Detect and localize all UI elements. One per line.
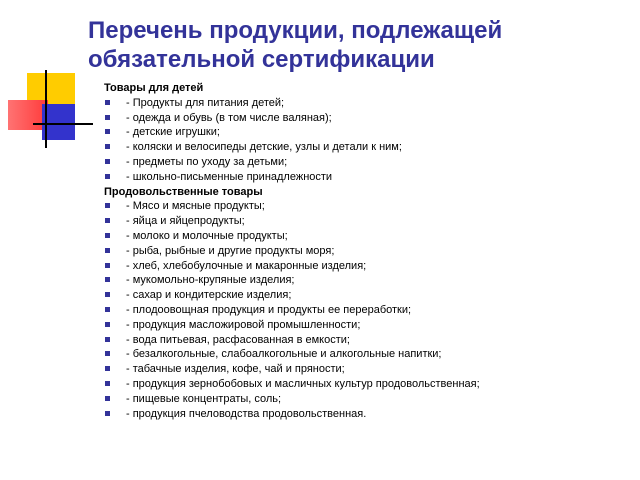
slide-content bbox=[104, 81, 624, 421]
square-bullet-icon bbox=[105, 233, 110, 238]
list-item bbox=[104, 273, 624, 288]
section-heading: Товары для детей bbox=[104, 82, 204, 94]
list-item-text: - предметы по уходу за детьми; bbox=[126, 155, 288, 168]
square-bullet-icon bbox=[105, 307, 110, 312]
list-item-text: - коляски и велосипеды детские, узлы и детали к ним; bbox=[126, 141, 402, 154]
list-item bbox=[104, 155, 624, 170]
list-item bbox=[104, 96, 624, 111]
square-bullet-icon bbox=[105, 248, 110, 253]
list-item-text: - продукция пчеловодства продовольственная. bbox=[126, 407, 367, 420]
square-bullet-icon bbox=[105, 263, 110, 268]
list-item-text: - молоко и молочные продукты; bbox=[126, 229, 288, 242]
list-item bbox=[104, 111, 624, 126]
list-item bbox=[104, 199, 624, 214]
slide-title bbox=[88, 16, 628, 74]
list-item bbox=[104, 407, 624, 422]
slide-title-line1: Перечень продукции, подлежащей bbox=[88, 17, 503, 44]
section-list bbox=[104, 96, 624, 185]
section-heading: Продовольственные товары bbox=[104, 185, 263, 198]
square-bullet-icon bbox=[105, 203, 110, 208]
square-bullet-icon bbox=[105, 322, 110, 327]
section-list bbox=[104, 199, 624, 421]
list-item bbox=[104, 170, 624, 185]
list-item bbox=[104, 392, 624, 407]
list-item-text: - мукомольно-крупяные изделия; bbox=[126, 274, 295, 287]
list-item-text: - продукция зернобобовых и масличных культур продовольственная; bbox=[126, 377, 480, 390]
square-bullet-icon bbox=[105, 366, 110, 371]
square-bullet-icon bbox=[105, 381, 110, 386]
list-item bbox=[104, 303, 624, 318]
list-item bbox=[104, 214, 624, 229]
list-item-text: - Мясо и мясные продукты; bbox=[126, 200, 265, 213]
list-item-text: - пищевые концентраты, соль; bbox=[126, 392, 282, 405]
list-item bbox=[104, 125, 624, 140]
square-bullet-icon bbox=[105, 218, 110, 223]
list-item bbox=[104, 377, 624, 392]
square-bullet-icon bbox=[105, 351, 110, 356]
list-item-text: - табачные изделия, кофе, чай и пряности; bbox=[126, 363, 345, 376]
square-bullet-icon bbox=[105, 337, 110, 342]
list-item-text: - одежда и обувь (в том числе валяная); bbox=[126, 111, 332, 124]
list-item-text: - продукция масложировой промышленности; bbox=[126, 318, 361, 331]
square-bullet-icon bbox=[105, 144, 110, 149]
square-bullet-icon bbox=[105, 159, 110, 164]
list-item bbox=[104, 229, 624, 244]
list-item-text: - яйца и яйцепродукты; bbox=[126, 215, 245, 228]
list-item bbox=[104, 244, 624, 259]
list-item bbox=[104, 288, 624, 303]
list-item-text: - детские игрушки; bbox=[126, 126, 220, 139]
decor-horizontal-line bbox=[33, 123, 93, 125]
list-item bbox=[104, 318, 624, 333]
list-item bbox=[104, 333, 624, 348]
list-item bbox=[104, 347, 624, 362]
square-bullet-icon bbox=[105, 292, 110, 297]
list-item-text: - безалкогольные, слабоалкогольные и алкогольные напитки; bbox=[126, 348, 442, 361]
list-item-text: - Продукты для питания детей; bbox=[126, 96, 285, 109]
square-bullet-icon bbox=[105, 411, 110, 416]
square-bullet-icon bbox=[105, 115, 110, 120]
decor-vertical-line bbox=[45, 70, 47, 148]
list-item-text: - плодоовощная продукция и продукты ее переработки; bbox=[126, 303, 412, 316]
list-item bbox=[104, 259, 624, 274]
square-bullet-icon bbox=[105, 100, 110, 105]
square-bullet-icon bbox=[105, 129, 110, 134]
list-item-text: - школьно-письменные принадлежности bbox=[126, 170, 333, 183]
slide-title-line2: обязательной сертификации bbox=[88, 46, 435, 73]
list-item-text: - вода питьевая, расфасованная в емкости; bbox=[126, 333, 350, 346]
list-item-text: - хлеб, хлебобулочные и макаронные изделия; bbox=[126, 259, 367, 272]
list-item bbox=[104, 362, 624, 377]
list-item bbox=[104, 140, 624, 155]
square-bullet-icon bbox=[105, 277, 110, 282]
square-bullet-icon bbox=[105, 174, 110, 179]
list-item-text: - сахар и кондитерские изделия; bbox=[126, 289, 292, 302]
square-bullet-icon bbox=[105, 396, 110, 401]
list-item-text: - рыба, рыбные и другие продукты моря; bbox=[126, 244, 335, 257]
